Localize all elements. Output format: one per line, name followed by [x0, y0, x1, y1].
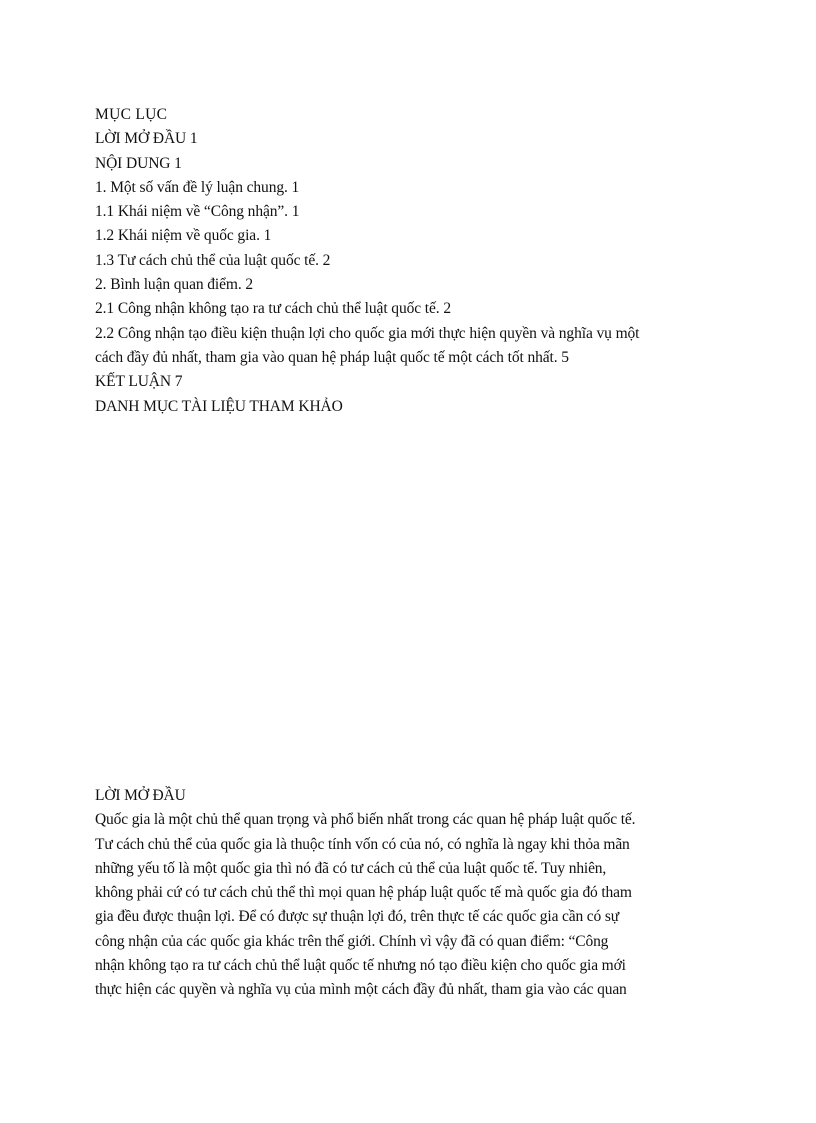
toc-entry: KẾT LUẬN 7	[95, 373, 183, 391]
intro-title: LỜI MỞ ĐẦU	[95, 787, 186, 804]
toc-entry: 1.1 Khái niệm về “Công nhận”. 1	[95, 203, 300, 221]
toc-entry: 1.2 Khái niệm về quốc gia. 1	[95, 227, 272, 245]
paragraph-line: gia đều được thuận lợi. Để có được sự thuận lợi đó, trên thực tế các quốc gia cần có sự	[95, 908, 619, 926]
toc-entry: DANH MỤC TÀI LIỆU THAM KHẢO	[95, 397, 343, 415]
paragraph-line: công nhận của các quốc gia khác trên thế giới. Chính vì vậy đã có quan điểm: “Công	[95, 932, 609, 950]
toc-title: MỤC LỤC	[95, 106, 168, 123]
toc-entry: 1. Một số vấn đề lý luận chung. 1	[95, 178, 300, 196]
toc-entry: 1.3 Tư cách chủ thể của luật quốc tế. 2	[95, 251, 331, 269]
toc-entry: 2.1 Công nhận không tạo ra tư cách chủ thể luật quốc tế. 2	[95, 300, 451, 318]
paragraph-line: Tư cách chủ thể của quốc gia là thuộc tính vốn có của nó, có nghĩa là ngay khi thỏa mãn	[95, 835, 630, 853]
toc-entry: 2.2 Công nhận tạo điều kiện thuận lợi cho quốc gia mới thực hiện quyền và nghĩa vụ một	[95, 324, 640, 342]
toc-entry: NỘI DUNG 1	[95, 154, 182, 172]
toc-entry-continuation: cách đầy đủ nhất, tham gia vào quan hệ pháp luật quốc tế một cách tốt nhất. 5	[95, 348, 569, 366]
table-of-contents	[95, 103, 735, 419]
paragraph-line: thực hiện các quyền và nghĩa vụ của mình một cách đầy đủ nhất, tham gia vào các quan	[95, 981, 627, 999]
paragraph-line: những yếu tố là một quốc gia thì nó đã có tư cách củ thể của luật quốc tế. Tuy nhiên,	[95, 859, 607, 877]
paragraph-line: Quốc gia là một chủ thể quan trọng và phổ biến nhất trong các quan hệ pháp luật quốc tế.	[95, 811, 636, 829]
toc-entry: 2. Bình luận quan điểm. 2	[95, 276, 254, 294]
toc-entry: LỜI MỞ ĐẦU 1	[95, 130, 198, 148]
paragraph-line: không phải cứ có tư cách chủ thể thì mọi quan hệ pháp luật quốc tế mà quốc gia đó tham	[95, 884, 632, 902]
paragraph-line: nhận không tạo ra tư cách chủ thể luật quốc tế nhưng nó tạo điều kiện cho quốc gia mới	[95, 957, 626, 975]
introduction-section	[95, 784, 735, 1003]
